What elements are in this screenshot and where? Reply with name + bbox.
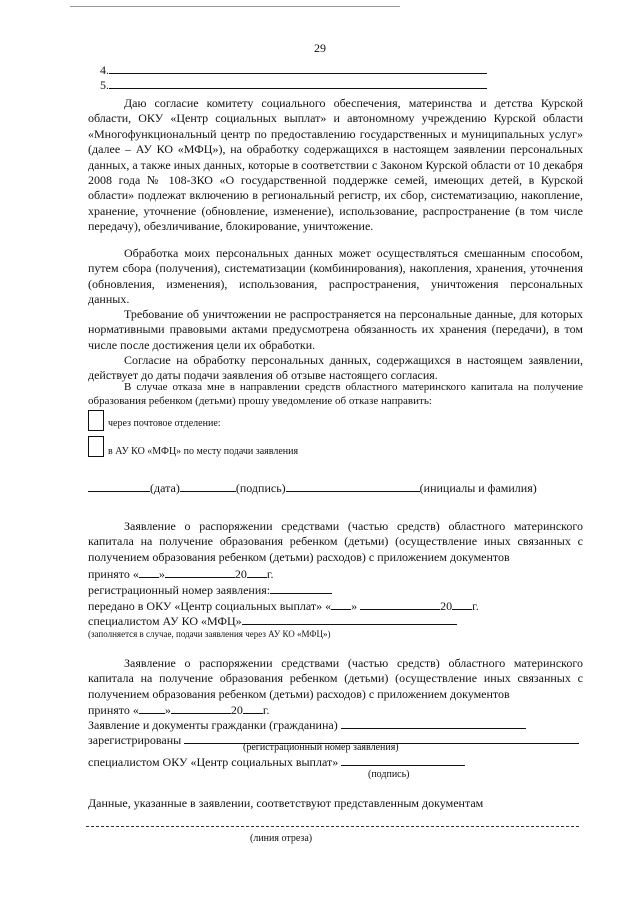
signature-caption: (подпись) [235,481,286,495]
option-label-post: через почтовое отделение: [108,418,221,429]
consent-paragraph: Требование об уничтожении не распространяется на персональные данные, для которых нормативными правовыми актами предусмотрена обязанность их хранения (передачи), в том числе после достижения цели их обработки. [88,307,583,352]
consent-paragraph: Даю согласие комитету социального обеспечения, материнства и детства Курской области, ОКУ «Центр социальных выплат» и автономному учреждению Курской области «Многофункциональный центр по предоставлению государственных и муниципальных услуг» (далее – АУ КО «МФЦ»), на обработку содержащихся в настоящем заявлении персональных данных, а также иных данных, которые в соответствии с Законом Курской области от 10 декабря 2008 года № 108-ЗКО «О государственной поддержке семей, имеющих детей, в Курской области» подлежат включению в региональный регистр, их сбор, систематизацию, накопление, хранение, уточнение (обновление, изменение), использование, распространение (в том числе передачу), обезличивание, блокирование, уничтожение. [88,96,583,234]
year-field[interactable] [243,713,263,714]
name-field[interactable] [286,491,420,492]
year-field[interactable] [452,609,472,610]
option-checkbox-mfc[interactable] [88,436,104,457]
conformity-statement: Данные, указанные в заявлении, соответствуют представленным документам [88,796,484,810]
receipt2-text: Заявление о распоряжении средствами (частью средств) областного материнского капитала на получение образования ребенком (детьми) (осуществление иных связанных с получением образования ребенком (детьми) расходов) с приложением документов [88,656,583,701]
date-field[interactable] [88,491,150,492]
list-item: 5. [100,78,487,92]
day-field[interactable] [331,609,351,610]
receipt1-accepted: принято « » 20 г. [88,567,274,581]
list-item: 4. [100,63,487,77]
name-caption: (инициалы и фамилия) [419,481,537,495]
receipt1-note: (заполняется в случае, подачи заявления через АУ КО «МФЦ») [88,629,331,639]
receipt2-accepted: принято « » 20 г. [88,703,270,717]
receipt1-reg-number: регистрационный номер заявления: [88,583,332,597]
receipt2-specialist: специалистом ОКУ «Центр социальных выплат» [88,755,465,769]
day-field[interactable] [139,713,165,714]
month-field[interactable] [165,577,235,578]
cut-line [86,826,579,827]
reg-number-caption: (регистрационный номер заявления) [243,742,399,753]
page-number: 29 [314,41,326,55]
refusal-text: В случае отказа мне в направлении средств областного материнского капитала на получение образования ребенком (детьми) прошу уведомление об отказе направить: [88,381,583,407]
receipt2-docs: Заявление и документы гражданки (гражданина) [88,718,526,732]
date-caption: (дата) [150,481,180,495]
signature-caption: (подпись) [368,769,410,780]
reg-number-field[interactable] [270,593,332,594]
citizen-name-field[interactable] [341,728,526,729]
option-label-mfc: в АУ КО «МФЦ» по месту подачи заявления [108,446,299,457]
receipt1-specialist: специалистом АУ КО «МФЦ» [88,614,457,628]
receipt1-text: Заявление о распоряжении средствами (частью средств) областного материнского капитала на получение образования ребенком (детьми) (осуществление иных связанных с получением образования ребенком (детьми) расходов) с приложением документов [88,519,583,564]
day-field[interactable] [139,577,159,578]
month-field[interactable] [171,713,231,714]
specialist-signature-field[interactable] [341,765,465,766]
consent-paragraph: Обработка моих персональных данных может осуществляться смешанным способом, путем сбора (получения), систематизации (комбинирования), накопления, хранения, уточнения (обновления, изменения), использования, распространения, уничтожения персональных данных. [88,246,583,307]
receipt2-registered: зарегистрированы [88,733,579,747]
month-field[interactable] [360,609,440,610]
signature-row [88,481,537,495]
receipt1-transferred: передано в ОКУ «Центр социальных выплат» « » 20 г. [88,599,479,613]
consent-paragraph: Согласие на обработку персональных данных, содержащихся в настоящем заявлении, действует до даты подачи заявления об отзыве настоящего согласия. [88,353,583,383]
list-item-field[interactable] [109,88,487,89]
top-rule [70,6,400,7]
specialist-field[interactable] [242,624,457,625]
option-checkbox-post[interactable] [88,410,104,431]
list-item-field[interactable] [109,73,487,74]
cut-line-caption: (линия отреза) [250,833,313,844]
signature-field[interactable] [180,491,236,492]
year-field[interactable] [247,577,267,578]
